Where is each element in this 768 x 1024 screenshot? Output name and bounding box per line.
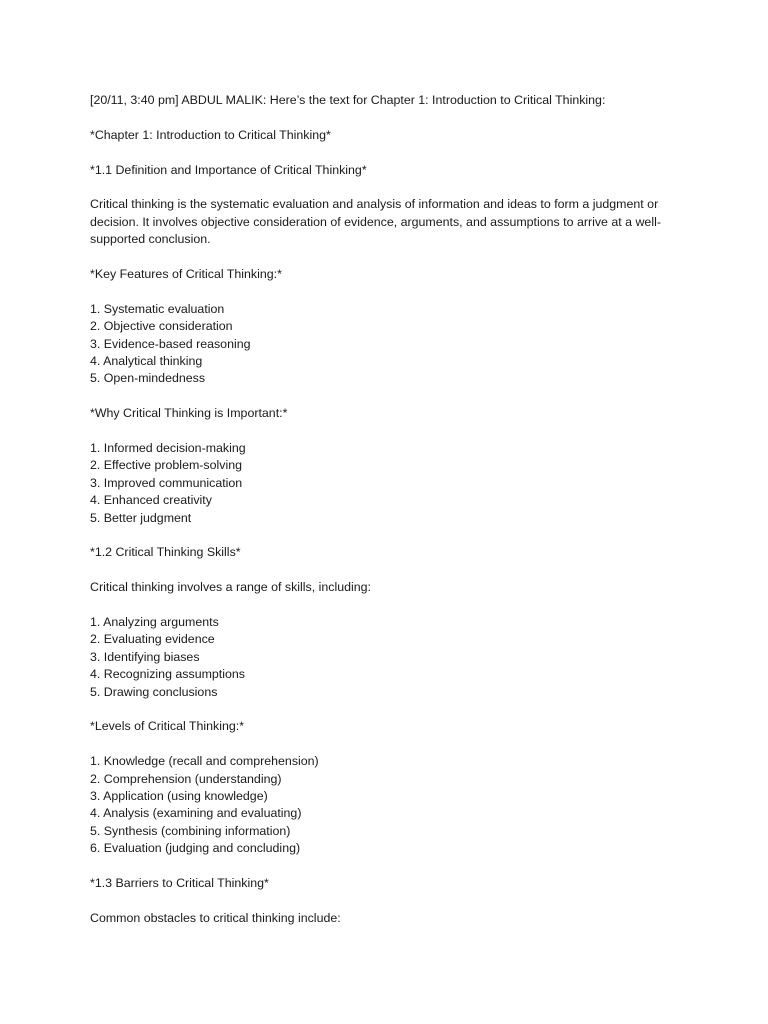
document-body <box>90 92 690 927</box>
list-item: 4. Enhanced creativity <box>90 493 212 508</box>
list-item: 3. Application (using knowledge) <box>90 789 268 804</box>
section-1-3-title: *1.3 Barriers to Critical Thinking* <box>90 876 269 891</box>
key-features-list <box>90 301 690 388</box>
skills-list <box>90 614 690 701</box>
list-item: 1. Informed decision-making <box>90 441 246 456</box>
list-item: 4. Analytical thinking <box>90 354 203 369</box>
spacer <box>90 736 690 753</box>
list-item: 6. Evaluation (judging and concluding) <box>90 841 301 856</box>
spacer <box>90 249 690 266</box>
list-item: 1. Analyzing arguments <box>90 615 219 630</box>
list-item: 2. Evaluating evidence <box>90 632 215 647</box>
spacer <box>90 527 690 544</box>
barriers-intro: Common obstacles to critical thinking include: <box>90 910 341 925</box>
why-list <box>90 440 690 527</box>
spacer <box>90 892 690 909</box>
spacer <box>90 283 690 300</box>
spacer <box>90 858 690 875</box>
list-item: 5. Drawing conclusions <box>90 684 218 699</box>
list-item: 2. Comprehension (understanding) <box>90 771 282 786</box>
list-item: 1. Knowledge (recall and comprehension) <box>90 754 319 769</box>
list-item: 5. Open-mindedness <box>90 371 206 386</box>
list-item: 3. Evidence-based reasoning <box>90 336 251 351</box>
key-features-heading: *Key Features of Critical Thinking:* <box>90 267 282 281</box>
spacer <box>90 388 690 405</box>
list-item: 3. Identifying biases <box>90 649 200 664</box>
spacer <box>90 423 690 440</box>
levels-list <box>90 753 690 857</box>
list-item: 2. Effective problem-solving <box>90 458 242 473</box>
message-header: [20/11, 3:40 pm] ABDUL MALIK: Here’s the text for Chapter 1: Introduction to Critical Thinking: <box>90 93 606 107</box>
definition-line: supported conclusion. <box>90 232 211 247</box>
spacer <box>90 597 690 614</box>
section-1-1-title: *1.1 Definition and Importance of Critical Thinking* <box>90 162 367 177</box>
list-item: 5. Synthesis (combining information) <box>90 823 291 838</box>
spacer <box>90 701 690 718</box>
list-item: 4. Recognizing assumptions <box>90 667 245 682</box>
levels-heading: *Levels of Critical Thinking:* <box>90 719 245 734</box>
definition-line: decision. It involves objective consideration of evidence, arguments, and assumptions to arrive at a well- <box>90 214 661 229</box>
spacer <box>90 562 690 579</box>
spacer <box>90 179 690 196</box>
why-heading: *Why Critical Thinking is Important:* <box>90 406 288 421</box>
section-1-2-title: *1.2 Critical Thinking Skills* <box>90 545 241 560</box>
list-item: 2. Objective consideration <box>90 319 233 334</box>
list-item: 5. Better judgment <box>90 510 192 525</box>
list-item: 1. Systematic evaluation <box>90 301 225 316</box>
definition-line: Critical thinking is the systematic evaluation and analysis of information and ideas to form a judgment or <box>90 197 659 212</box>
spacer <box>90 109 690 126</box>
list-item: 3. Improved communication <box>90 475 243 490</box>
list-item: 4. Analysis (examining and evaluating) <box>90 806 302 821</box>
skills-intro: Critical thinking involves a range of skills, including: <box>90 580 371 595</box>
spacer <box>90 144 690 161</box>
definition-paragraph <box>90 196 690 248</box>
chapter-title: *Chapter 1: Introduction to Critical Thinking* <box>90 127 331 142</box>
